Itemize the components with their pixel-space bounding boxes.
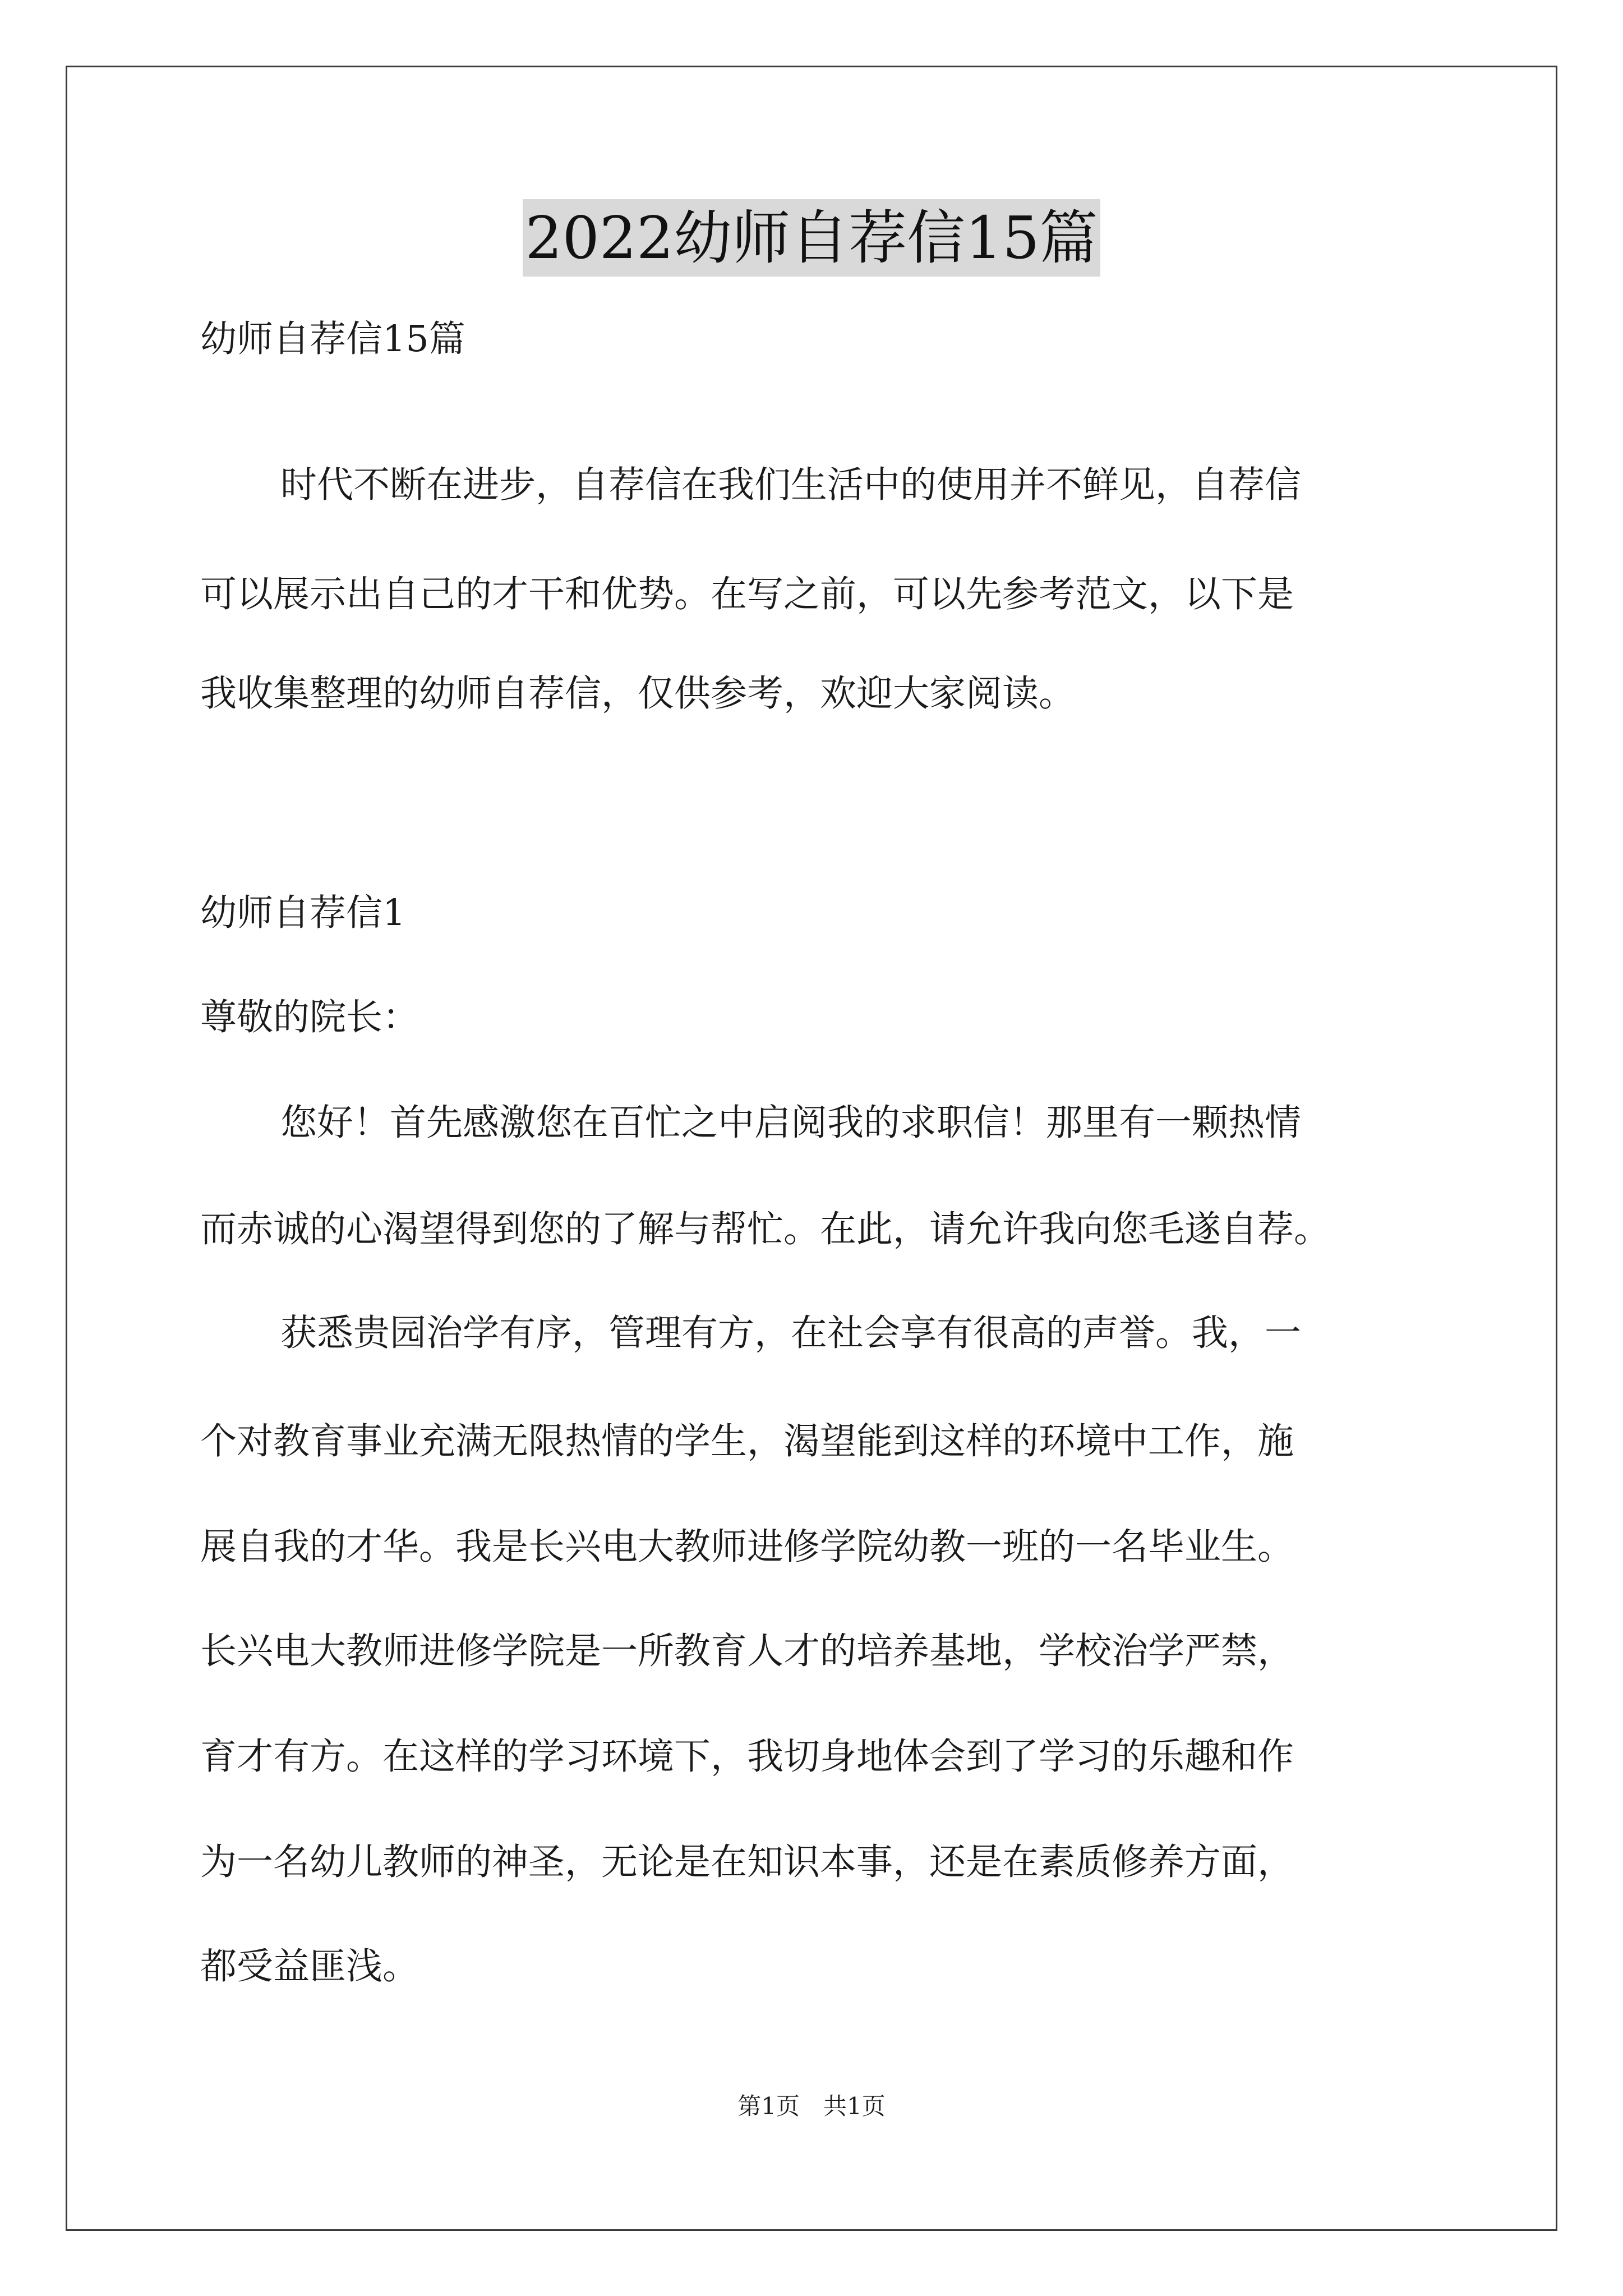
page-footer: 第1页 共1页 <box>737 2092 886 2120</box>
document-title: 2022幼师自荐信15篇 <box>523 199 1100 277</box>
paragraph-line: 我收集整理的幼师自荐信，仅供参考，欢迎大家阅读。 <box>200 673 1076 715</box>
section-heading: 幼师自荐信1 <box>200 892 406 934</box>
paragraph-line: 展自我的才华。我是长兴电大教师进修学院幼教一班的一名毕业生。 <box>200 1526 1294 1568</box>
paragraph-line: 可以展示出自己的才干和优势。在写之前，可以先参考范文，以下是 <box>200 573 1294 615</box>
paragraph-line: 为一名幼儿教师的神圣，无论是在知识本事，还是在素质修养方面， <box>200 1841 1294 1883</box>
paragraph-line: 获悉贵园治学有序，管理有方，在社会享有很高的声誉。我，一 <box>280 1312 1302 1354</box>
salutation: 尊敬的院长： <box>200 996 419 1038</box>
subtitle-line: 幼师自荐信15篇 <box>200 318 465 360</box>
paragraph-line: 而赤诚的心渴望得到您的了解与帮忙。在此，请允许我向您毛遂自荐。 <box>200 1208 1331 1250</box>
paragraph-line: 时代不断在进步，自荐信在我们生活中的使用并不鲜见，自荐信 <box>280 464 1302 506</box>
paragraph-line: 长兴电大教师进修学院是一所教育人才的培养基地，学校治学严禁， <box>200 1630 1294 1672</box>
paragraph-line: 您好！首先感激您在百忙之中启阅我的求职信！那里有一颗热情 <box>280 1102 1302 1144</box>
paragraph-line: 育才有方。在这样的学习环境下，我切身地体会到了学习的乐趣和作 <box>200 1736 1294 1778</box>
paragraph-line: 都受益匪浅。 <box>200 1945 419 1987</box>
title-wrap <box>0 199 1623 277</box>
page-border <box>66 66 1557 2231</box>
paragraph-line: 个对教育事业充满无限热情的学生，渴望能到这样的环境中工作，施 <box>200 1420 1294 1462</box>
